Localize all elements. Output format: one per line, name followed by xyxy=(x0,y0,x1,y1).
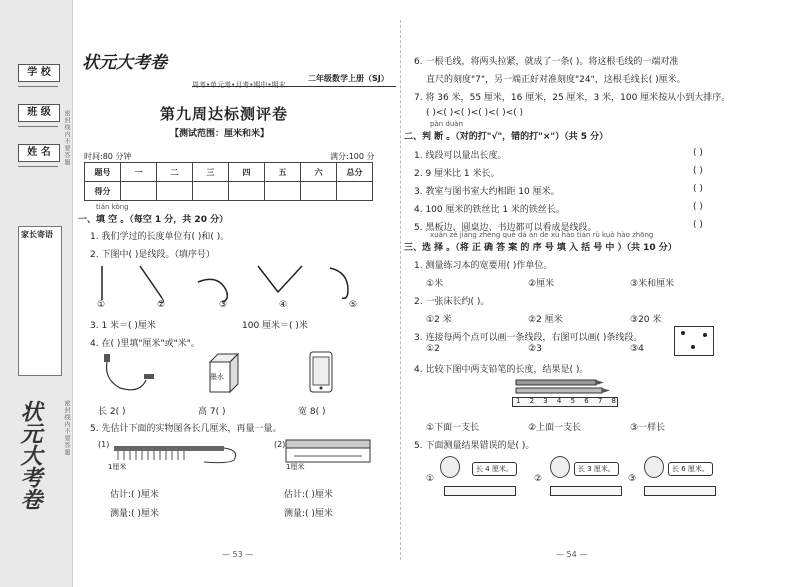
ink-box-text: 墨水 xyxy=(210,373,224,381)
question-6-line1: 6. 一根毛线，将两头拉紧，就成了一条( )。将这根毛线的一端对准 xyxy=(414,57,679,67)
ruler-ticks xyxy=(516,397,616,405)
question-2: 2. 下图中( )是线段。（填序号） xyxy=(90,250,215,260)
phone-image xyxy=(308,350,336,396)
choice-5-bubble-c: 长 6 厘米。 xyxy=(668,462,713,476)
judge-2-answer[interactable]: ( ) xyxy=(693,166,703,176)
q5-item1-estimate: 估计:( )厘米 xyxy=(110,490,159,500)
figure-4-angle xyxy=(258,266,302,292)
score-input[interactable] xyxy=(193,182,229,201)
header-tags: 周考•单元考•月考•期中•期末 xyxy=(192,81,286,89)
dot xyxy=(691,345,695,349)
score-cell: 五 xyxy=(265,163,301,182)
ruler-tick: 8 xyxy=(611,397,616,405)
ruler xyxy=(550,486,622,496)
choice-3-opt-c[interactable]: ③4 xyxy=(630,344,644,354)
q5-item1-measure: 测量:( )厘米 xyxy=(110,509,159,519)
name-field[interactable] xyxy=(18,166,58,167)
q5-item2-measure: 测量:( )厘米 xyxy=(284,509,333,519)
seal-line-text-bottom: 密封线内不要答题 xyxy=(63,400,70,456)
choice-5: 5. 下面测量结果错误的是( )。 xyxy=(414,441,535,451)
binding-sidebar xyxy=(0,0,73,587)
time-limit: 时间:80 分钟 xyxy=(84,152,132,161)
dots-figure xyxy=(674,326,714,356)
ruler-tick: 7 xyxy=(597,397,603,405)
figure-label-3: ③ xyxy=(219,300,228,310)
test-scope: 【测试范围：厘米和米】 xyxy=(170,129,270,139)
grade-label: 二年级数学上册（SJ） xyxy=(308,74,389,83)
page-number-left: — 53 — xyxy=(222,550,254,559)
child-avatar xyxy=(550,456,570,478)
q5-item1-unit: 1厘米 xyxy=(108,463,127,471)
q4-answer-2: 高 7( ) xyxy=(198,407,226,417)
score-table xyxy=(84,162,373,201)
question-5: 5. 先估计下面的实物图各长几厘米，再量一量。 xyxy=(90,424,282,434)
comb-image xyxy=(112,444,242,468)
choice-3: 3. 连接每两个点可以画一条线段，右图可以画( )条线段。 xyxy=(414,333,643,343)
ruler xyxy=(444,486,516,496)
choice-3-opt-a[interactable]: ①2 xyxy=(426,344,440,354)
ruler-tick: 2 xyxy=(529,397,535,405)
dot xyxy=(703,333,707,337)
question-1: 1. 我们学过的长度单位有( )和( )。 xyxy=(90,232,230,242)
score-table-score-row xyxy=(85,182,373,201)
choice-4-opt-c[interactable]: ③一样长 xyxy=(630,423,666,433)
header-brand-logo: 状元大考卷 xyxy=(82,53,167,73)
score-input[interactable] xyxy=(157,182,193,201)
choice-5-bubble-b: 长 3 厘米。 xyxy=(574,462,619,476)
page-title: 第九周达标测评卷 xyxy=(160,105,289,123)
ruler xyxy=(644,486,716,496)
figure-5-curve xyxy=(330,268,348,298)
judge-5-answer[interactable]: ( ) xyxy=(693,220,703,230)
score-input[interactable] xyxy=(229,182,265,201)
jump-rope-image xyxy=(100,352,160,396)
judge-5: 5. 黑板边、圆桌边、书边都可以看成是线段。 xyxy=(414,223,597,233)
score-input[interactable] xyxy=(337,182,373,201)
name-label: 姓 名 xyxy=(18,144,60,162)
figure-label-2: ② xyxy=(157,300,166,310)
ruler-tick: 1 xyxy=(516,397,521,405)
question-3b: 100 厘米＝( )米 xyxy=(242,321,308,331)
choice-4-opt-a[interactable]: ①下面一支长 xyxy=(426,423,480,433)
figure-3-arc xyxy=(198,279,227,302)
seal-line-text-top: 密封线内不要答题 xyxy=(63,110,70,166)
class-label: 班 级 xyxy=(18,104,60,122)
score-cell: 二 xyxy=(157,163,193,182)
judge-3-answer[interactable]: ( ) xyxy=(693,184,703,194)
section2-pinyin: pàn duàn xyxy=(430,120,464,128)
figure-2-curve xyxy=(140,266,162,298)
choice-5-opt-b-num[interactable]: ② xyxy=(534,474,543,484)
ruler-tick: 3 xyxy=(543,397,548,405)
full-score: 满分:100 分 xyxy=(330,152,375,161)
q5-item2-num: (2) xyxy=(274,440,286,449)
choice-2: 2. 一张床长约( )。 xyxy=(414,297,490,307)
school-field[interactable] xyxy=(18,86,58,87)
ruler-tick: 5 xyxy=(570,397,576,405)
school-label: 学 校 xyxy=(18,64,60,82)
choice-4: 4. 比较下图中两支铅笔的长度，结果是( )。 xyxy=(414,365,589,375)
score-row-label: 得分 xyxy=(85,182,121,201)
score-input[interactable] xyxy=(301,182,337,201)
score-cell: 三 xyxy=(193,163,229,182)
question-7: 7. 将 36 米，55 厘米，16 厘米，25 厘米，3 米，100 厘米按从小到大排序。 xyxy=(414,93,731,103)
question-4: 4. 在( )里填"厘米"或"米"。 xyxy=(90,339,200,349)
figure-label-4: ④ xyxy=(279,300,288,310)
question-3a: 3. 1 米＝( )厘米 xyxy=(90,321,156,331)
page-number-right: — 54 — xyxy=(556,550,588,559)
score-cell: 一 xyxy=(121,163,157,182)
page-divider xyxy=(400,20,401,560)
judge-2: 2. 9 厘米比 1 米长。 xyxy=(414,169,500,179)
question-7-order: ( )<( )<( )<( )<( )<( ) xyxy=(426,108,524,118)
choice-3-opt-b[interactable]: ②3 xyxy=(528,344,542,354)
q5-item2-estimate: 估计:( )厘米 xyxy=(284,490,333,500)
choice-1-opt-a[interactable]: ①米 xyxy=(426,279,444,289)
choice-5-opt-c-num[interactable]: ③ xyxy=(628,474,637,484)
ruler-tick: 6 xyxy=(584,397,589,405)
choice-5-bubble-a: 长 4 厘米。 xyxy=(472,462,517,476)
q5-item2-unit: 1厘米 xyxy=(286,463,305,471)
judge-4: 4. 100 厘米的铁丝比 1 米的铁丝长。 xyxy=(414,205,565,215)
parent-message-label: 家长寄语 xyxy=(21,230,53,239)
score-cell: 六 xyxy=(301,163,337,182)
choice-2-opt-b[interactable]: ②2 厘米 xyxy=(528,315,563,325)
score-cell: 四 xyxy=(229,163,265,182)
dot xyxy=(681,331,685,335)
judge-1: 1. 线段可以量出长度。 xyxy=(414,151,507,161)
choice-2-opt-c[interactable]: ③20 米 xyxy=(630,315,662,325)
choice-1-opt-b[interactable]: ②厘米 xyxy=(528,279,555,289)
section2-title: 二、判 断 。（对的打"√"，错的打"×"）（共 5 分） xyxy=(404,132,609,142)
q4-answer-3: 宽 8( ) xyxy=(298,407,326,417)
class-field[interactable] xyxy=(18,126,58,127)
section1-title: 一、填 空 。（每空 1 分，共 20 分） xyxy=(78,215,229,225)
score-table-header-row xyxy=(85,163,373,182)
section3-title: 三、选 择 。（将 正 确 答 案 的 序 号 填 入 括 号 中 ）（共 10 分） xyxy=(404,243,677,253)
judge-4-answer[interactable]: ( ) xyxy=(693,202,703,212)
score-cell: 总分 xyxy=(337,163,373,182)
judge-3: 3. 教室与图书室大约相距 10 厘米。 xyxy=(414,187,560,197)
pencils-image xyxy=(512,378,622,398)
choice-2-opt-a[interactable]: ①2 米 xyxy=(426,315,452,325)
child-avatar xyxy=(644,456,664,478)
ruler-tick: 4 xyxy=(556,397,562,405)
figure-label-1: ① xyxy=(97,300,106,310)
score-input[interactable] xyxy=(121,182,157,201)
choice-1-opt-c[interactable]: ③米和厘米 xyxy=(630,279,675,289)
question-6-line2: 直尺的刻度"7"，另一端正好对准刻度"24"，这根毛线长( )厘米。 xyxy=(426,75,686,85)
child-avatar xyxy=(440,456,460,478)
choice-1: 1. 测量练习本的宽要用( )作单位。 xyxy=(414,261,553,271)
q5-item1-num: (1) xyxy=(98,440,110,449)
line-figures xyxy=(90,262,380,312)
q4-answer-1: 长 2( ) xyxy=(98,407,126,417)
judge-1-answer[interactable]: ( ) xyxy=(693,148,703,158)
header-rule xyxy=(192,86,396,87)
sidebar-brand-logo: 状元大考卷 xyxy=(17,400,42,510)
score-cell: 题号 xyxy=(85,163,121,182)
parent-message-box[interactable] xyxy=(18,226,62,376)
score-input[interactable] xyxy=(265,182,301,201)
choice-4-opt-b[interactable]: ②上面一支长 xyxy=(528,423,582,433)
figure-label-5: ⑤ xyxy=(349,300,358,310)
section1-pinyin: tián kòng xyxy=(96,203,129,211)
section3-pinyin: xuǎn zé jiāng zhèng què dá àn de xù hào tián rù kuò hào zhōng xyxy=(430,231,654,239)
choice-5-opt-a-num[interactable]: ① xyxy=(426,474,435,484)
